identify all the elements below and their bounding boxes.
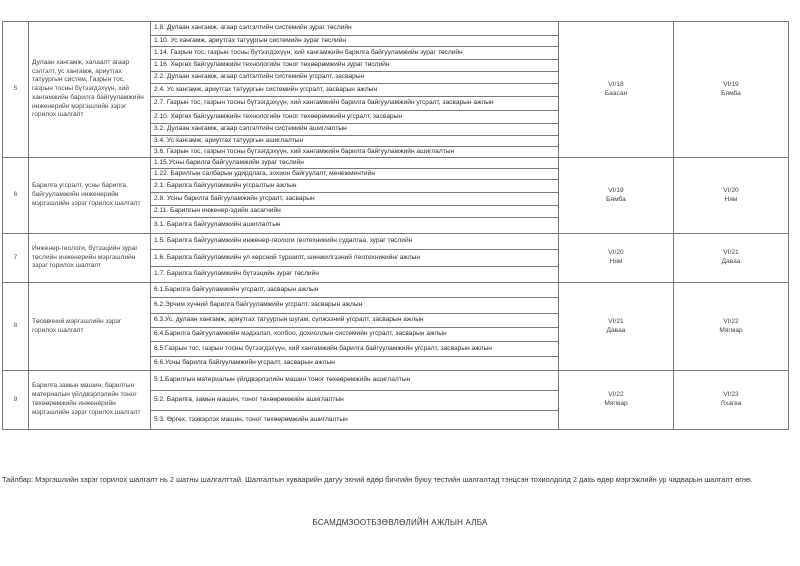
exam-topic: 6.1.Барилга байгууламжийн угсралт, засварын ажлын bbox=[151, 283, 559, 298]
exam-subject: Барилга замын машин, барилгын материалын үйлдвэрлэлийн тоног төхөөрөмжийн инженерийн мэргэшлийн зэрэг горилох шалгалт bbox=[29, 371, 151, 430]
exam-date-first-cell bbox=[559, 22, 674, 158]
exam-date-second: VI/19 bbox=[723, 80, 739, 88]
exam-topic: 6.4.Барилга байгууламжийн мэдээлэл, холбоо, дохиоллын системийн угсралт, засварын ажлын bbox=[151, 328, 559, 342]
exam-subject: Дулаан хангамж, халаалт агаар сэлгэлт, ус хангамж, ариутгах татуургын систем, Газрын тос, газрын тосны бүтээгдэхүүн, хий хангамжийн барилга байгууламжийн инженерийн мэргэшлийн зэрэг горилох шалгалт bbox=[29, 22, 151, 158]
exam-date-first-cell bbox=[559, 371, 674, 430]
footer-office-name: БСАМДМЗООТБЗӨВЛӨЛИЙН АЖЛЫН АЛБА bbox=[312, 518, 488, 527]
row-number: 6 bbox=[3, 158, 29, 234]
exam-date-first: VI/18 bbox=[608, 80, 624, 88]
exam-topic: 5.2. Барилга, замын машин, тоног төхөөрөмжийн ашиглалтын bbox=[151, 391, 559, 411]
exam-date-second-cell bbox=[674, 283, 789, 371]
exam-date-first: VI/21 bbox=[608, 317, 624, 325]
exam-date-first: VI/19 bbox=[608, 186, 624, 194]
exam-date-first-cell bbox=[559, 283, 674, 371]
exam-date-first: VI/20 bbox=[608, 249, 624, 257]
exam-topic: 2.11. Барилгын инженер-эдийн засагчийн bbox=[151, 206, 559, 218]
row-number: 9 bbox=[3, 371, 29, 430]
exam-topic: 3.2. Дулаан хангамж, агаар сэлгэлтийн системийн ашиглалтын bbox=[151, 124, 559, 136]
exam-topic: 6.6.Усны барилга байгууламжийн угсралт, засварын ажлын bbox=[151, 357, 559, 371]
exam-date-second-cell bbox=[674, 234, 789, 283]
exam-schedule-body bbox=[3, 22, 789, 430]
exam-date-second: VI/22 bbox=[723, 317, 739, 325]
exam-subject: Барилга угсралт, усны барилга, байгууламжийн инженерийн мэргэшлийн зэрэг горилох шалгалт bbox=[29, 158, 151, 234]
exam-schedule-table bbox=[2, 21, 789, 430]
exam-topic: 2.1. Барилга байгууламжийн угсралтын ажлын bbox=[151, 180, 559, 193]
exam-topic: 1.7. Барилга байгууламжийн бүтээцийн зураг төслийн bbox=[151, 267, 559, 283]
exam-topic: 2.2. Дулаан хангамж, агаар сэлгэлтийн системийн угсралт, засварын bbox=[151, 72, 559, 84]
table-row bbox=[3, 283, 789, 298]
exam-date-first-cell bbox=[559, 234, 674, 283]
exam-topic: 1.15.Усны барилга байгууламжийн зураг төслийн bbox=[151, 158, 559, 169]
exam-date-second: VI/23 bbox=[723, 391, 739, 399]
exam-weekday-first: Мягмар bbox=[604, 400, 628, 407]
exam-topic: 2.7. Газрын тос, газрын тосны бүтээгдэхүүн, хий хангамжийн барилга байгууламжийн угсралт, засварын ажлын bbox=[151, 97, 559, 111]
exam-weekday-first: Бямба bbox=[606, 195, 626, 203]
exam-topic: 1.14. Газрын тос, газрын тосны бүтээгдэхүүн, хий хангамжийн барилга байгууламжийн зураг төслийн bbox=[151, 47, 559, 60]
exam-weekday-second: Бямба bbox=[721, 89, 741, 97]
exam-topic: 6.5.Газрын тос, газрын тосны бүтээгдэхүүн, хий хангамжийн барилга байгууламжийн угсралт, засварын ажлын bbox=[151, 342, 559, 357]
exam-weekday-second: Мягмар bbox=[719, 326, 743, 334]
exam-topic: 3.1. Барилга байгууламжийн ашиглалтын bbox=[151, 218, 559, 234]
exam-topic: 1.22. Барилгын салбарын удирдлага, зохион байгуулалт, менежментийн bbox=[151, 169, 559, 180]
exam-weekday-second: Ням bbox=[724, 195, 738, 203]
exam-topic: 3.4. Ус хангамж, ариутгах татуургын ашиглалтын bbox=[151, 136, 559, 147]
exam-weekday-first: Баасан bbox=[604, 89, 628, 97]
exam-topic: 5.3. Өргөх, тээвэрлэх машин, тоног төхөөрөмжийн ашиглалтын bbox=[151, 411, 559, 430]
exam-date-second-cell bbox=[674, 158, 789, 234]
exam-topic: 1.6. Барилга байгууламжийн ул хөрсний туршилт, шинжилгээний /геотехникийн/ ажлын bbox=[151, 250, 559, 267]
row-number: 5 bbox=[3, 22, 29, 158]
exam-subject: Төсөвчний мэргэшлийн зэрэг горилох шалгалт bbox=[29, 283, 151, 371]
exam-topic: 2.10. Хөргөх байгууламжийн технологийн тоног төхөөрөмжийн угсралт, засварын bbox=[151, 111, 559, 124]
exam-date-second: VI/20 bbox=[723, 186, 739, 194]
exam-date-second-cell bbox=[674, 371, 789, 430]
exam-topic: 1.8. Дулаан хангамж, агаар сэлгэлтийн системийн зураг төслийн bbox=[151, 22, 559, 36]
exam-weekday-first: Ням bbox=[609, 258, 623, 265]
note-text: Тайлбар: Мэргэшлийн зэрэг горилох шалгалт нь 2 шатны шалгалттай. Шалгалтын хуваарийн дагуу эхний өдөр бичгийн буюу тестийн шалгалтад тэнцсэн тохиолдолд 2 дахь өдөр мэргэжлийн ур чадварын шалгалт өгнө. bbox=[2, 475, 753, 484]
exam-weekday-second: Лхагва bbox=[720, 400, 742, 407]
row-number: 7 bbox=[3, 234, 29, 283]
exam-date-second-cell bbox=[674, 22, 789, 158]
table-row bbox=[3, 158, 789, 169]
exam-topic: 6.3.Ус, дулаан хангамж, ариутгах татуургын шугам, сүлжээний угсралт, засварын ажлын bbox=[151, 314, 559, 328]
table-row bbox=[3, 22, 789, 36]
exam-date-first: VI/22 bbox=[608, 391, 624, 399]
exam-topic: 1.5. Барилга байгууламжийн инженер-геологи геотехникийн судалгаа, зураг төслийн bbox=[151, 234, 559, 250]
exam-subject: Инженер-геологи, бүтээцийн зураг төслийн инженерийн мэргэшлийн зэрэг горилох шалгалт bbox=[29, 234, 151, 283]
exam-topic: 1.10. Ус хангамж, ариутгах татуургын системийн зураг төслийн bbox=[151, 36, 559, 47]
exam-topic: 1.16. Хөргөх байгууламжийн технологийн тоног төхөөрөмжийн зураг төслийн bbox=[151, 60, 559, 72]
exam-topic: 2.8. Усны барилга байгууламжийн угсралт, засварын bbox=[151, 193, 559, 206]
exam-topic: 6.2.Эрчим хүчний барилга байгууламжийн угсралт, засварын ажлын bbox=[151, 298, 559, 314]
exam-topic: 2.4. Ус хангамж, ариутгах татуургын системийн угсралт, засварын ажлын bbox=[151, 84, 559, 97]
exam-date-second: VI/21 bbox=[723, 249, 739, 257]
exam-topic: 3.6. Газрын тос, газрын тосны бүтээгдэхүүн, хий хангамжийн барилга байгууламжийн ашиглалтын bbox=[151, 147, 559, 158]
table-row bbox=[3, 234, 789, 250]
exam-topic: 5.1.Барилгын материалын үйлдвэрлэлийн машин тоног төхөөрөмжийн ашиглалтын bbox=[151, 371, 559, 391]
table-row bbox=[3, 371, 789, 391]
exam-weekday-first: Даваа bbox=[606, 326, 626, 334]
exam-weekday-second: Даваа bbox=[721, 258, 741, 265]
exam-date-first-cell bbox=[559, 158, 674, 234]
row-number: 8 bbox=[3, 283, 29, 371]
